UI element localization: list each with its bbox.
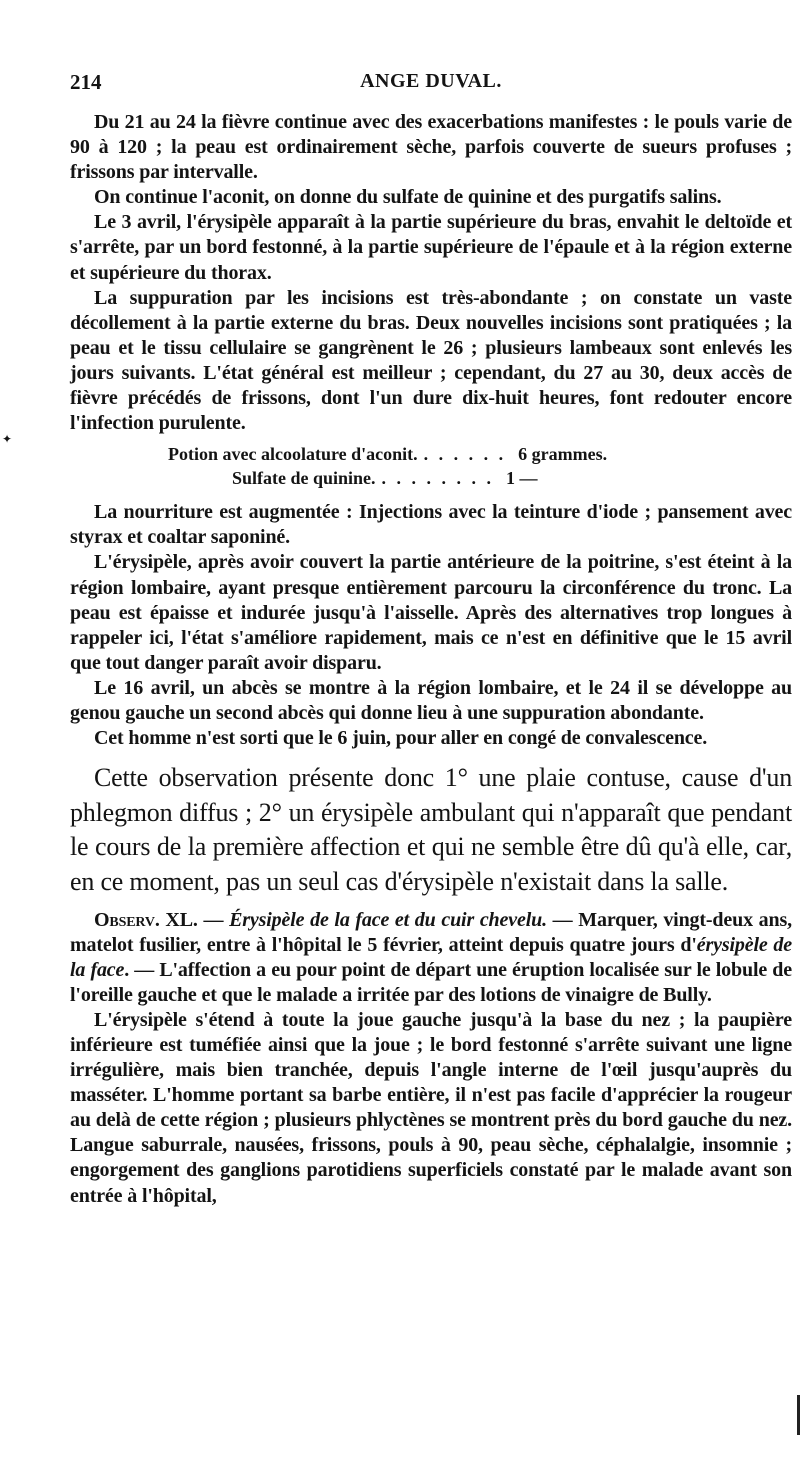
observation-text: . — L'affection a eu pour point de départ une éruption localisée sur le lobule de l'oreille gauche et que le malade a irritée par des lotions de vinaigre de Bully. [70, 958, 793, 1006]
margin-mark: ✦ [2, 432, 13, 446]
observation-term: érysipèle de la face [70, 933, 793, 981]
observation-paragraph [70, 908, 792, 1008]
paragraph: Du 21 au 24 la fièvre continue avec des exacerbations manifestes : le pouls varie de 90 à 120 ; la peau est ordinairement sèche, parfois couverte de sueurs profuses ; frissons par intervalle. [70, 111, 792, 184]
paragraph: L'érysipèle, après avoir couvert la partie antérieure de la poitrine, s'est éteint à la région lombaire, ayant presque entièrement parcouru la circonférence du tronc. La peau est épaisse et indurée jusqu'à l'aisselle. Après des alternatives trop longues à rappeler ici, l'état s'améliore rapidement, mais ce n'est en définitive que le 15 avril que tout danger paraît avoir disparu. [70, 551, 792, 674]
page-header [70, 70, 792, 98]
observation-label: Observ. XL. [94, 908, 198, 931]
prescription-item: Sulfate de quinine. [232, 468, 376, 489]
prescription-quantity: 6 grammes. [518, 444, 608, 465]
prescription-row [70, 442, 792, 466]
paragraph: Le 16 avril, un abcès se montre à la région lombaire, et le 24 il se développe au genou gauche un second abcès qui donne lieu à une suppuration abondante. [70, 676, 792, 724]
dot-leader: . . . . . . . . [381, 468, 495, 489]
prescription-quantity: 1 — [506, 468, 538, 489]
conclusion-block [70, 761, 792, 899]
running-head: ANGE DUVAL. [360, 70, 502, 92]
dot-leader: . . . . . . [423, 444, 507, 465]
prescription-row [70, 466, 792, 490]
paragraph: La nourriture est augmentée : Injections avec la teinture d'iode ; pansement avec styrax et coaltar saponiné. [70, 501, 792, 549]
page-number: 214 [70, 70, 102, 94]
paragraph: On continue l'aconit, on donne du sulfate de quinine et des purgatifs salins. [94, 186, 722, 209]
observation-title: Érysipèle de la face et du cuir chevelu. [229, 908, 547, 931]
prescription-item: Potion avec alcoolature d'aconit. [168, 444, 418, 465]
observation-dash: — [197, 908, 230, 931]
page-body [70, 110, 792, 1209]
conclusion-paragraph: Cette observation présente donc 1° une plaie contuse, cause d'un phlegmon diffus ; 2° un érysipèle ambulant qui n'apparaît que pendant le cours de la première affection et qui ne semble être dû qu'à elle, car, en ce moment, pas un seul cas d'érysipèle n'existait dans la salle. [70, 763, 792, 896]
paragraph: La suppuration par les incisions est très-abondante ; on constate un vaste décollement à la partie externe du bras. Deux nouvelles incisions sont pratiquées ; la peau et le tissu cellulaire se gangrènent le 26 ; plusieurs lambeaux sont enlevés les jours suivants. L'état général est meilleur ; cependant, du 27 au 30, deux accès de fièvre précédés de frissons, dont l'un dure dix-huit heures, font redouter encore l'infection purulente. [70, 286, 792, 435]
paragraph: L'érysipèle s'étend à toute la joue gauche jusqu'à la base du nez ; la paupière inférieure est tuméfiée ainsi que la joue ; le bord festonné s'arrête suivant une ligne irrégulière, mais bien tranchée, depuis l'angle interne de l'œil jusqu'auprès du masséter. L'homme portant sa barbe entière, il n'est pas facile d'apprécier la rougeur au delà de cette région ; plusieurs phlyctènes se montrent près du bord gauche du nez. Langue saburrale, nausées, frissons, pouls à 90, peau sèche, céphalalgie, insomnie ; engorgement des ganglions parotidiens superficiels constaté par le malade avant son entrée à l'hôpital, [70, 1008, 792, 1207]
prescription-table [70, 442, 792, 490]
paragraph: Cet homme n'est sorti que le 6 juin, pour aller en congé de convalescence. [94, 727, 708, 750]
paragraph: Le 3 avril, l'érysipèle apparaît à la partie supérieure du bras, envahit le deltoïde et s'arrête, par un bord festonné, à la partie supérieure de l'épaule et à la région externe et supérieure du thorax. [70, 211, 792, 284]
observation-text: — Marquer, vingt-deux ans, matelot fusilier, entre à l'hôpital le 5 février, atteint depuis quatre jours d' [70, 908, 792, 956]
